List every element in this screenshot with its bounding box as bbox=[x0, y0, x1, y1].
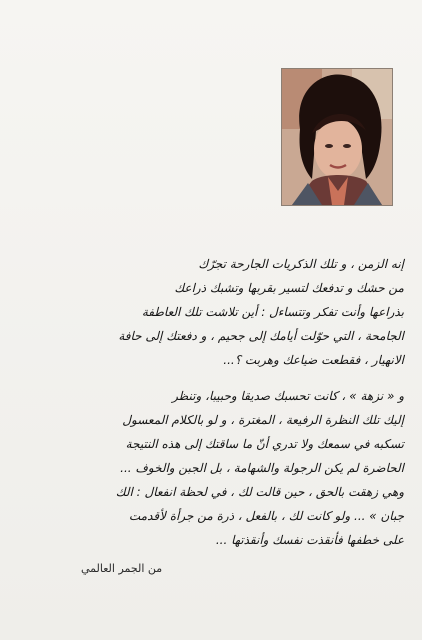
text-line: تسكبه في سمعك ولا تدري أنّ ما ساقتك إلى هذه النتيجة bbox=[125, 437, 404, 451]
text-line: وهي زهقت بالحق ، حين قالت لك ، في لحظة انفعال : الك bbox=[115, 485, 404, 499]
text-line: من حشك و تدفعك لتسير بقربها وتشبك ذراعك bbox=[174, 281, 404, 295]
paragraph-1 bbox=[66, 252, 404, 372]
text-line: الحاضرة لم يكن الرجولة والشهامة ، بل الجبن والخوف ... bbox=[120, 461, 404, 475]
blurb-text bbox=[66, 252, 404, 552]
text-line: على خطفها فأنقذت نفسك وأنقذتها ... bbox=[215, 533, 404, 547]
text-line: إنه الزمن ، و تلك الذكريات الجارحة تجرّك bbox=[198, 257, 404, 271]
text-line: إليك تلك النظرة الرفيعة ، المغترة ، و لو بالكلام المعسول bbox=[122, 413, 404, 427]
text-line: الانهيار ، فقطعت ضياعك وهربت ؟... bbox=[223, 353, 404, 367]
source-attribution: من الجمر العالمي bbox=[81, 562, 163, 575]
author-portrait-icon bbox=[281, 68, 393, 206]
text-line: جبان » ... ولو كانت لك ، بالفعل ، ذرة من جرأة لأقدمت bbox=[128, 509, 404, 523]
paragraph-2 bbox=[66, 384, 404, 552]
text-line: الجامحة ، التي حوّلت أيامك إلى جحيم ، و دفعتك إلى حافة bbox=[118, 329, 404, 343]
text-line: بذراعها وأنت تفكر وتتساءل : أين تلاشت تلك العاطفة bbox=[141, 305, 404, 319]
text-line: و « نزهة » ، كانت تحسبك صديقا وحبيبا، وتنظر bbox=[172, 389, 404, 403]
